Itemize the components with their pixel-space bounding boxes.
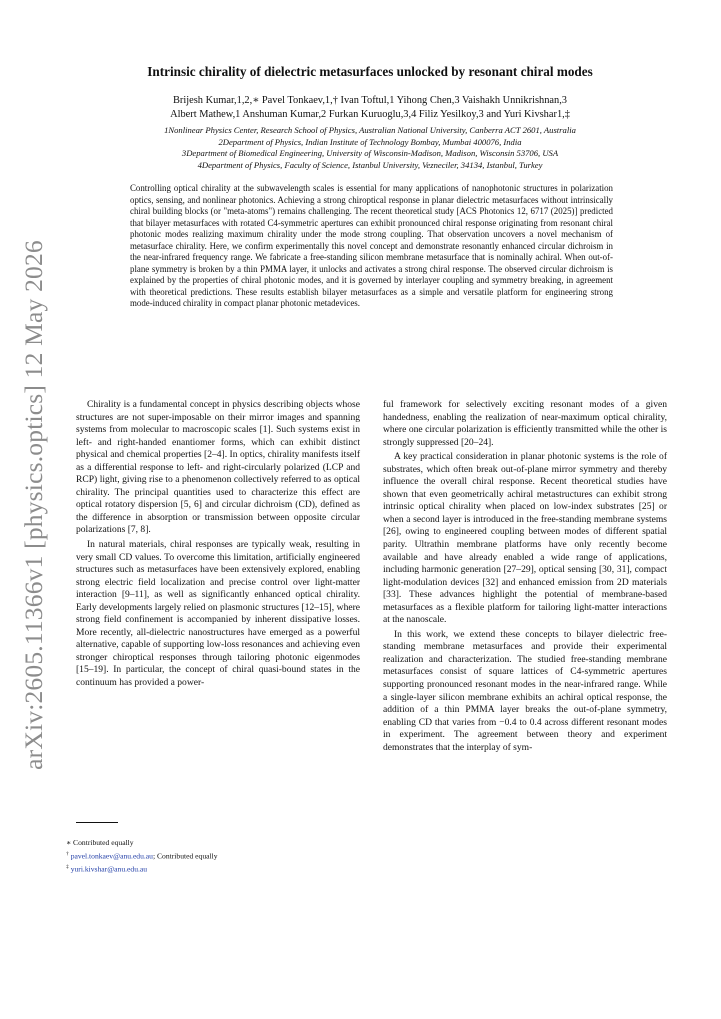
affiliation-4: 4Department of Physics, Faculty of Science, Istanbul University, Vezneciler, 34134, Istanbul, Turkey (197, 159, 543, 170)
footnote-divider (76, 822, 118, 823)
body-paragraph: Chirality is a fundamental concept in physics describing objects whose structures are not super-imposable on their mirror images and spanning systems from molecular to macroscopic scales [1]. Such systems exist in left- and right-handed enantiomer forms, which can exhibit distinct physical and chemical properties [2–4]. In optics, chirality manifests itself as a differential response to left- and right-circularly polarized (LCP and RCP) light, giving rise to a phenomenon collectively referred to as optical chirality. The principal quantities used to characterize this effect are optical rotatory dispersion [5, 6] and circular dichroism (CD), defined as the difference in absorption or transmission between opposite circular polarizations [7, 8]. (76, 399, 360, 536)
body-paragraph: In natural materials, chiral responses are typically weak, resulting in very small CD values. To overcome this limitation, artificially engineered structures such as metasurfaces have been extensively explored, enabling strong electric field localization and precise control over light-matter interaction [9–11], as well as significantly enhanced optical chirality. Early developments largely relied on plasmonic structures [12–15], where strong field confinement is accompanied by inherent dissipative losses. More recently, all-dielectric nanostructures have emerged as a powerful alternative, capable of supporting low-loss resonances and achieving even stronger chiroptical responses through tailoring photonic eigenmodes [15–19]. In particular, the concept of chiral quasi-bound states in the continuum has provided a power- (76, 539, 360, 689)
affiliation-2: 2Department of Physics, Indian Institute of Technology Bombay, Mumbai 400076, India (218, 136, 522, 147)
author-line-1: Brijesh Kumar,1,2,∗ Pavel Tonkaev,1,† Ivan Toftul,1 Yihong Chen,3 Vaishakh Unnikrishnan,3 (172, 95, 568, 106)
footnote-dagger: † pavel.tonkaev@anu.edu.au; Contributed equally (66, 850, 218, 861)
footnotes (66, 838, 366, 875)
abstract: Controlling optical chirality at the subwavelength scales is essential for many applications of nanophotonic structures in polarization optics, sensing, and nonlinear photonics. Achieving a strong chiroptical response in planar dielectric metasurfaces without intrinsically chiral building blocks (or "meta-atoms") remains challenging. The recent theoretical study [ACS Photonics 12, 6717 (2025)] predicted that bilayer metasurfaces with rotated C4-symmetric apertures can exhibit pronounced chiral response originating from resonant chiral photonic modes realizing maximum chirality under the mode strong coupling. That observation uncovers a novel mechanism of metasurface chirality. Here, we confirm experimentally this novel concept and demonstrate resonantly enhanced circular dichroism in the near-infrared frequency range. We fabricate a free-standing silicon membrane metasurface that is nominally achiral. When out-of-plane symmetry is broken by a thin PMMA layer, it unlocks and activates a strong chiral response. The observed circular dichroism is explained by the properties of chiral photonic modes, and it is governed by interlayer coupling and symmetry breaking, in agreement with theoretical predictions. These results establish bilayer metasurfaces as a simple and versatile platform for engineering strong mode-induced chirality in compact planar photonic metadevices. (130, 183, 613, 309)
body-paragraph: ful framework for selectively exciting resonant modes of a given handedness, enabling the realization of near-maximum optical chirality, where one circular polarization is efficiently transmitted while the other is strongly suppressed [20–24]. (383, 399, 667, 448)
body-column-right (383, 399, 667, 754)
email-link-tonkaev[interactable]: pavel.tonkaev@anu.edu.au (70, 851, 153, 861)
footnote-ddagger: ‡ yuri.kivshar@anu.edu.au (66, 863, 148, 874)
body-paragraph: In this work, we extend these concepts to bilayer dielectric free-standing membrane metasurfaces and provide their experimental realization and characterization. The studied free-standing membrane metasurfaces consist of square lattices of C4-symmetric apertures supporting pronounced resonant modes in the near-infrared range. While a single-layer silicon membrane exhibits an achiral optical response, the addition of a thin PMMA layer breaks the out-of-plane symmetry, enabling CD that varies from −0.4 to 0.4 across different resonant modes in experiment. The agreement between theory and experiment demonstrates that the interplay of sym- (383, 628, 667, 753)
body-column-left (76, 399, 360, 690)
affiliation-1: 1Nonlinear Physics Center, Research School of Physics, Australian National University, Canberra ACT 2601, Australia (164, 125, 576, 135)
author-list (60, 94, 680, 122)
footnote-star: ∗ Contributed equally (66, 838, 134, 847)
author-line-2: Albert Mathew,1 Anshuman Kumar,2 Furkan Kuruoglu,3,4 Filiz Yesilkoy,3 and Yuri Kivshar1,‡ (170, 109, 570, 120)
arxiv-identifier-text: arXiv:2605.11366v1 [physics.optics] 12 May 2026 (19, 240, 48, 770)
email-link-kivshar[interactable]: yuri.kivshar@anu.edu.au (70, 864, 148, 874)
footnote-dagger-note: ; Contributed equally (152, 851, 218, 861)
affiliations (60, 125, 680, 171)
body-paragraph: A key practical consideration in planar photonic systems is the role of substrates, which often break out-of-plane mirror symmetry and thereby influence the overall chiral response. Recent theoretical studies have shown that even geometrically achiral metastructures can exhibit strong intrinsic optical chirality when placed on low-index substrates [25] or when a second layer is introduced in the free-standing membrane systems [26], owing to engineered coupling between modes of different spatial parity. Ultrathin membrane platforms have only recently become available and have already enabled a wide range of applications, including harmonic generation [27–29], optical sensing [30, 31], compact light-modulation devices [32] and enhanced emission from 2D materials [33]. These advances highlight the potential of membrane-based metasurfaces as a flexible platform for tailoring light-matter interactions at the nanoscale. (383, 451, 667, 626)
affiliation-3: 3Department of Biomedical Engineering, University of Wisconsin-Madison, Madison, Wisconsin 53706, USA (181, 148, 559, 159)
paper-title: Intrinsic chirality of dielectric metasurfaces unlocked by resonant chiral modes (147, 64, 593, 79)
arxiv-identifier (12, 240, 56, 770)
